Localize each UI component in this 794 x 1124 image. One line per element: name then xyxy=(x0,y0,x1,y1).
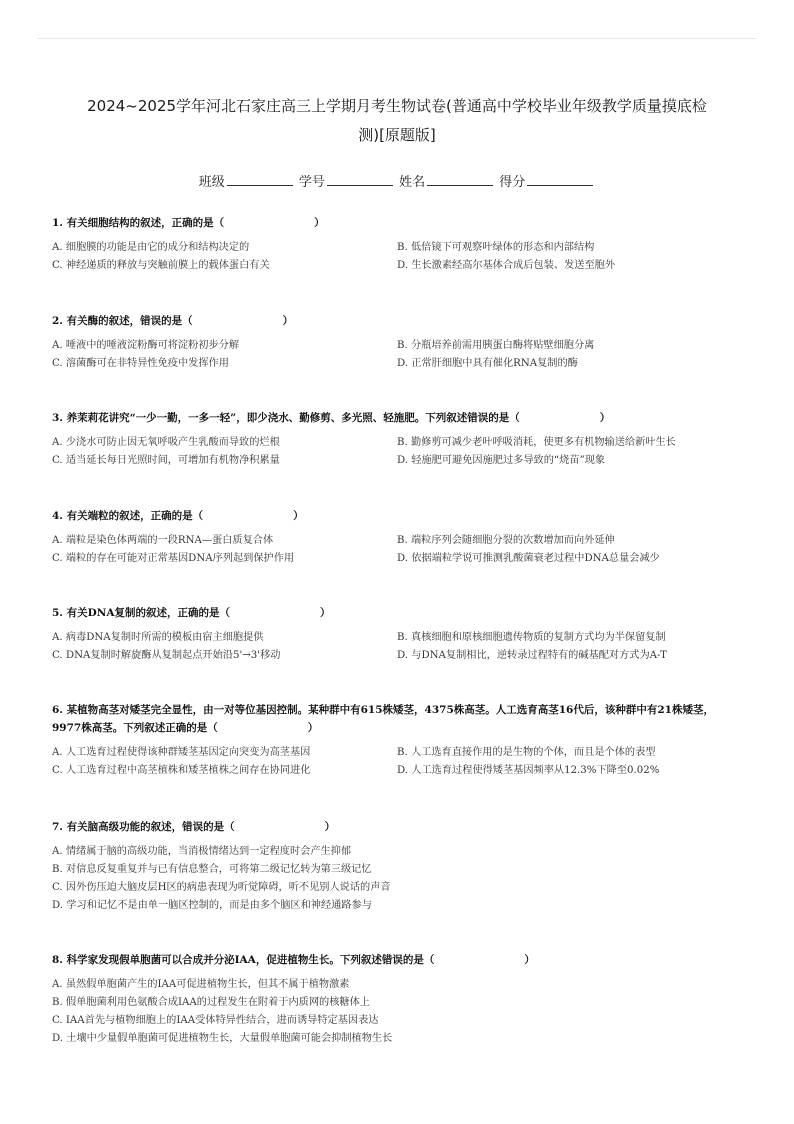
option-d[interactable]: D. 轻施肥可避免因施肥过多导致的“烧苗”现象 xyxy=(397,455,606,466)
stem-close-paren: ） xyxy=(293,510,304,522)
question-8 xyxy=(52,951,742,1048)
number-blank[interactable] xyxy=(327,173,393,186)
options-grid xyxy=(52,434,742,470)
option-d[interactable]: D. 土壤中少量假单胞菌可促进植物生长，大量假单胞菌可能会抑制植物生长 xyxy=(52,1033,393,1044)
class-blank[interactable] xyxy=(227,173,293,186)
option-b[interactable]: B. 真核细胞和原核细胞遗传物质的复制方式均为半保留复制 xyxy=(397,632,666,643)
question-2 xyxy=(52,312,742,373)
stem-close-paren: ） xyxy=(282,315,294,327)
stem-close-paren: ） xyxy=(314,217,325,229)
stem-text: 2. 有关酶的叙述，错误的是（ xyxy=(52,315,193,327)
stem-text: 8. 科学家发现假单胞菌可以合成并分泌IAA，促进植物生长。下列叙述错误的是（ xyxy=(52,954,435,966)
option-b[interactable]: B. 人工选育直接作用的是生物的个体，而且是个体的表型 xyxy=(397,747,656,758)
option-a[interactable]: A. 情绪属于脑的高级功能，当消极情绪达到一定程度时会产生抑郁 xyxy=(52,846,352,857)
option-c[interactable]: C. 人工选育过程中高茎植株和矮茎植株之间存在协同进化 xyxy=(52,765,311,776)
stem-text: 7. 有关脑高级功能的叙述，错误的是（ xyxy=(52,821,235,833)
question-6 xyxy=(52,701,742,780)
header-divider xyxy=(38,38,756,39)
question-stem xyxy=(52,701,742,737)
question-5 xyxy=(52,604,742,665)
option-a[interactable]: A. 少浇水可防止因无氧呼吸产生乳酸而导致的烂根 xyxy=(52,437,280,448)
question-7 xyxy=(52,818,742,915)
option-c[interactable]: C. 因外伤压迫大脑皮层H区的病患表现为听觉障碍，听不见别人说话的声音 xyxy=(52,882,391,893)
stem-text: 6. 某植物高茎对矮茎完全显性，由一对等位基因控制。某种群中有615株矮茎，4375株高茎。人工选育高茎16代后，该种群中有21株矮茎，9977株高茎。下列叙述正确的是（ xyxy=(52,704,714,734)
option-b[interactable]: B. 低倍镜下可观察叶绿体的形态和内部结构 xyxy=(397,242,595,253)
stem-close-paren: ） xyxy=(599,412,611,424)
question-stem xyxy=(52,214,742,232)
option-b[interactable]: B. 勤修剪可减少老叶呼吸消耗，使更多有机物输送给新叶生长 xyxy=(397,437,676,448)
stem-text: 5. 有关DNA复制的叙述，正确的是（ xyxy=(52,607,230,619)
options-grid xyxy=(52,629,742,665)
score-label: 得分 xyxy=(499,175,526,190)
question-stem xyxy=(52,818,742,836)
score-blank[interactable] xyxy=(527,173,593,186)
options-list xyxy=(52,976,742,1048)
stem-close-paren: ） xyxy=(319,607,331,619)
page-title xyxy=(40,92,754,150)
option-d[interactable]: D. 依据端粒学说可推测乳酸菌衰老过程中DNA总量会减少 xyxy=(397,553,660,564)
option-d[interactable]: D. 与DNA复制相比，逆转录过程特有的碱基配对方式为A-T xyxy=(397,650,667,661)
title-line-2: 测)[原题版] xyxy=(358,126,436,144)
name-blank[interactable] xyxy=(427,173,493,186)
question-1 xyxy=(52,214,742,275)
question-stem xyxy=(52,409,742,427)
question-3 xyxy=(52,409,742,470)
option-d[interactable]: D. 学习和记忆不是由单一脑区控制的，而是由多个脑区和神经通路参与 xyxy=(52,900,372,911)
question-stem xyxy=(52,507,742,525)
stem-text: 4. 有关端粒的叙述，正确的是（ xyxy=(52,510,204,522)
option-a[interactable]: A. 唾液中的唾液淀粉酶可将淀粉初步分解 xyxy=(52,340,240,351)
question-4 xyxy=(52,507,742,568)
number-label: 学号 xyxy=(298,175,325,190)
stem-close-paren: ） xyxy=(524,954,535,966)
option-d[interactable]: D. 人工选育过程使得矮茎基因频率从12.3%下降至0.02% xyxy=(397,765,660,776)
stem-close-paren: ） xyxy=(307,722,319,734)
question-stem xyxy=(52,604,742,622)
title-line-1: 2024~2025学年河北石家庄高三上学期月考生物试卷(普通高中学校毕业年级教学质量摸底检 xyxy=(87,97,707,115)
option-c[interactable]: C. DNA复制时解旋酶从复制起点开始沿5'→3'移动 xyxy=(52,650,281,661)
option-a[interactable]: A. 人工选育过程使得该种群矮茎基因定向突变为高茎基因 xyxy=(52,747,311,758)
stem-close-paren: ） xyxy=(324,821,336,833)
option-c[interactable]: C. 神经递质的释放与突触前膜上的载体蛋白有关 xyxy=(52,260,270,271)
stem-text: 1. 有关细胞结构的叙述，正确的是（ xyxy=(52,217,225,229)
options-grid xyxy=(52,239,742,275)
option-b[interactable]: B. 端粒序列会随细胞分裂的次数增加而向外延伸 xyxy=(397,535,615,546)
option-b[interactable]: B. 分瓶培养前需用胰蛋白酶将贴壁细胞分离 xyxy=(397,340,595,351)
options-grid xyxy=(52,532,742,568)
question-stem xyxy=(52,312,742,330)
stem-text: 3. 养茉莉花讲究“一少一勤，一多一轻”，即少浇水、勤修剪、多光照、轻施肥。下列叙述错误的是（ xyxy=(52,412,520,424)
question-stem xyxy=(52,951,742,969)
option-b[interactable]: B. 对信息反复重复并与已有信息整合，可将第二级记忆转为第三级记忆 xyxy=(52,864,372,875)
option-a[interactable]: A. 病毒DNA复制时所需的模板由宿主细胞提供 xyxy=(52,632,264,643)
option-a[interactable]: A. 端粒是染色体两端的一段RNA—蛋白质复合体 xyxy=(52,535,274,546)
option-c[interactable]: C. 适当延长每日光照时间，可增加有机物净积累量 xyxy=(52,455,280,466)
option-a[interactable]: A. 细胞膜的功能是由它的成分和结构决定的 xyxy=(52,242,250,253)
student-info-fields xyxy=(0,171,794,190)
name-label: 姓名 xyxy=(399,175,426,190)
option-b[interactable]: B. 假单胞菌利用色氨酸合成IAA的过程发生在附着于内质网的核糖体上 xyxy=(52,997,370,1008)
option-c[interactable]: C. IAA首先与植物细胞上的IAA受体特异性结合，进而诱导特定基因表达 xyxy=(52,1015,379,1026)
options-list xyxy=(52,843,742,915)
options-grid xyxy=(52,744,742,780)
option-a[interactable]: A. 虽然假单胞菌产生的IAA可促进植物生长，但其不属于植物激素 xyxy=(52,979,350,990)
option-c[interactable]: C. 端粒的存在可能对正常基因DNA序列起到保护作用 xyxy=(52,553,295,564)
option-d[interactable]: D. 生长激素经高尔基体合成后包装、发送至胞外 xyxy=(397,260,616,271)
option-c[interactable]: C. 溶菌酶可在非特异性免疫中发挥作用 xyxy=(52,358,229,369)
option-d[interactable]: D. 正常肝细胞中具有催化RNA复制的酶 xyxy=(397,358,578,369)
class-label: 班级 xyxy=(198,175,225,190)
options-grid xyxy=(52,337,742,373)
